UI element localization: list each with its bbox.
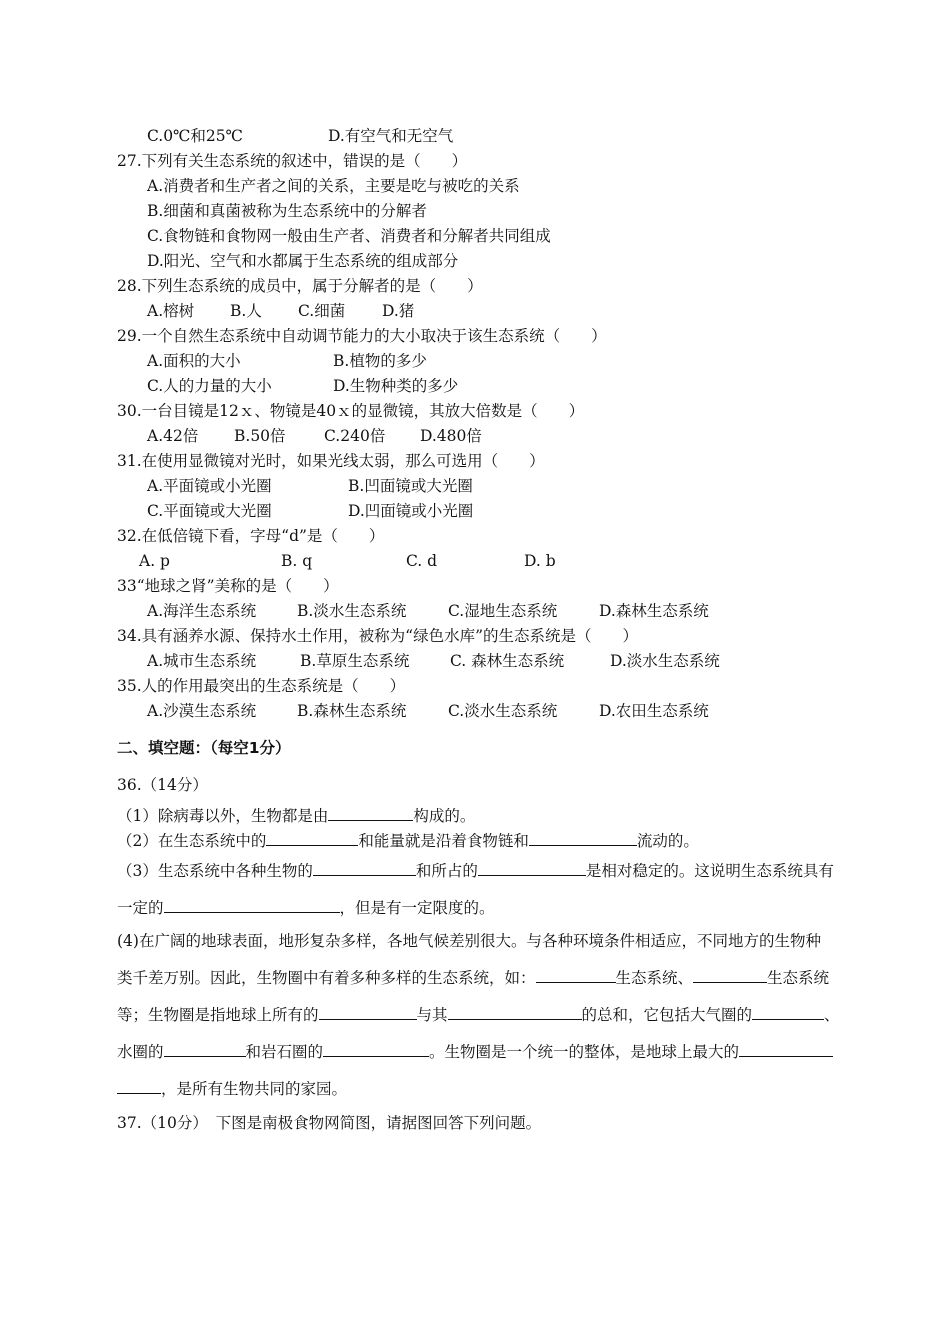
q29-option-d: D.生物种类的多少 [333,377,459,395]
q27-option-c: C.食物链和食物网一般由生产者、消费者和分解者共同组成 [147,227,551,245]
q34-stem: 34.具有涵养水源、保持水土作用，被称为“绿色水库”的生态系统是（ ） [117,627,639,645]
q35-option-d: D.农田生态系统 [599,702,709,720]
q36-part1 [117,805,475,826]
q32-stem: 32.在低倍镜下看，字母“d”是（ ） [117,527,385,545]
blank[interactable] [739,1041,833,1057]
q36-part4-text-f: 与其 [416,1006,448,1024]
q36-part2 [117,830,699,851]
q36-part4-text-e: 等；生物圈是指地球上所有的 [117,1006,319,1024]
q32-option-c: C. d [406,552,438,570]
q27-option-d: D.阳光、空气和水都属于生态系统的组成部分 [147,252,459,270]
q28-option-a: A.榕树 [147,302,195,320]
q33-option-c: C.湿地生态系统 [448,602,558,620]
q35-option-a: A.沙漠生态系统 [147,702,257,720]
q34-option-a: A.城市生态系统 [147,652,257,670]
q30-stem: 30.一台目镜是12ｘ、物镜是40ｘ的显微镜，其放大倍数是（ ） [117,402,585,420]
q28-option-d: D.猪 [382,302,415,320]
q36-part4-text-k: 。生物圈是一个统一的整体，是地球上最大的 [429,1043,740,1061]
q36-part3-line2 [117,897,495,918]
q36-part4-text-l: ，是所有生物共同的家园。 [161,1080,348,1098]
blank[interactable] [164,897,340,913]
q34-option-d: D.淡水生态系统 [610,652,720,670]
q36-part2-text-a: （2）在生态系统中的 [117,832,267,850]
blank[interactable] [319,1004,417,1020]
q37-heading: 37.（10分） 下图是南极食物网简图，请据图回答下列问题。 [117,1114,542,1132]
q36-part4-text-j: 和岩石圈的 [245,1043,324,1061]
q27-option-b: B.细菌和真菌被称为生态系统中的分解者 [147,202,427,220]
q36-part3-text-e: ，但是有一定限度的。 [339,899,495,917]
q32-option-d: D. b [524,552,556,570]
q36-part4-line1: (4)在广阔的地球表面，地形复杂多样，各地气候差别很大。与各种环境条件相适应，不同地方的生物种 [117,932,821,950]
q36-part3-text-a: （3）生态系统中各种生物的 [117,862,313,880]
q27-stem: 27.下列有关生态系统的叙述中，错误的是（ ） [117,152,468,170]
q29-option-c: C.人的力量的大小 [147,377,272,395]
q26-option-c: C.0℃和25℃ [147,127,243,145]
q34-option-c: C. 森林生态系统 [450,652,565,670]
q31-option-d: D.凹面镜或小光圈 [348,502,474,520]
q33-option-b: B.淡水生态系统 [297,602,407,620]
q33-option-d: D.森林生态系统 [599,602,709,620]
q31-stem: 31.在使用显微镜对光时，如果光线太弱，那么可选用（ ） [117,452,545,470]
blank[interactable] [117,1078,161,1094]
q30-option-c: C.240倍 [324,427,386,445]
q36-part3-text-b: 和所占的 [415,862,478,880]
q32-option-a: A. p [139,552,170,570]
q31-option-c: C.平面镜或大光圈 [147,502,272,520]
q30-option-b: B.50倍 [234,427,286,445]
blank[interactable] [536,967,616,983]
blank[interactable] [529,830,637,846]
q36-part1-text-a: （1）除病毒以外，生物都是由 [117,807,329,825]
q28-option-c: C.细菌 [298,302,346,320]
q35-option-c: C.淡水生态系统 [448,702,558,720]
q36-part4-text-d: 生态系统 [767,969,830,987]
blank[interactable] [328,805,413,821]
q26-option-d: D.有空气和无空气 [328,127,454,145]
blank[interactable] [323,1041,429,1057]
q30-option-a: A.42倍 [147,427,199,445]
q32-option-b: B. q [281,552,313,570]
q29-option-b: B.植物的多少 [333,352,427,370]
q35-stem: 35.人的作用最突出的生态系统是（ ） [117,677,406,695]
q36-part4-text-b: 类千差万别。因此，生物圈中有着多种多样的生态系统，如： [117,969,536,987]
q29-option-a: A.面积的大小 [147,352,241,370]
q29-stem: 29.一个自然生态系统中自动调节能力的大小取决于该生态系统（ ） [117,327,607,345]
q30-option-d: D.480倍 [420,427,482,445]
q36-part4-text-i: 水圈的 [117,1043,164,1061]
blank[interactable] [752,1004,824,1020]
blank[interactable] [693,967,767,983]
q36-part4-text-h: 、 [824,1006,840,1024]
q36-part3-text-d: 一定的 [117,899,164,917]
q33-option-a: A.海洋生态系统 [147,602,257,620]
q28-option-b: B.人 [230,302,262,320]
section-heading-fill-in: 二、填空题：（每空1分） [117,739,291,757]
q36-part3-line1 [117,860,834,881]
blank[interactable] [313,860,416,876]
q36-part4-line5 [117,1078,347,1099]
q36-part4-text-c: 生态系统、 [615,969,694,987]
q34-option-b: B.草原生态系统 [300,652,410,670]
q31-option-b: B.凹面镜或大光圈 [348,477,473,495]
q36-part4-text-g: 的总和，它包括大气圈的 [581,1006,753,1024]
blank[interactable] [478,860,586,876]
q36-part4-line4 [117,1041,833,1062]
q36-part2-text-c: 流动的。 [636,832,699,850]
blank[interactable] [164,1041,246,1057]
q27-option-a: A.消费者和生产者之间的关系，主要是吃与被吃的关系 [147,177,520,195]
q31-option-a: A.平面镜或小光圈 [147,477,272,495]
blank[interactable] [266,830,358,846]
q28-stem: 28.下列生态系统的成员中，属于分解者的是（ ） [117,277,483,295]
q36-part1-text-b: 构成的。 [413,807,476,825]
q33-stem: 33“地球之肾”美称的是（ ） [117,577,339,595]
q36-part4-line2 [117,967,829,988]
q36-part2-text-b: 和能量就是沿着食物链和 [358,832,529,850]
blank[interactable] [448,1004,582,1020]
q36-heading: 36.（14分） [117,776,208,794]
q35-option-b: B.森林生态系统 [297,702,407,720]
q36-part4-line3 [117,1004,840,1025]
q36-part3-text-c: 是相对稳定的。这说明生态系统具有 [585,862,834,880]
